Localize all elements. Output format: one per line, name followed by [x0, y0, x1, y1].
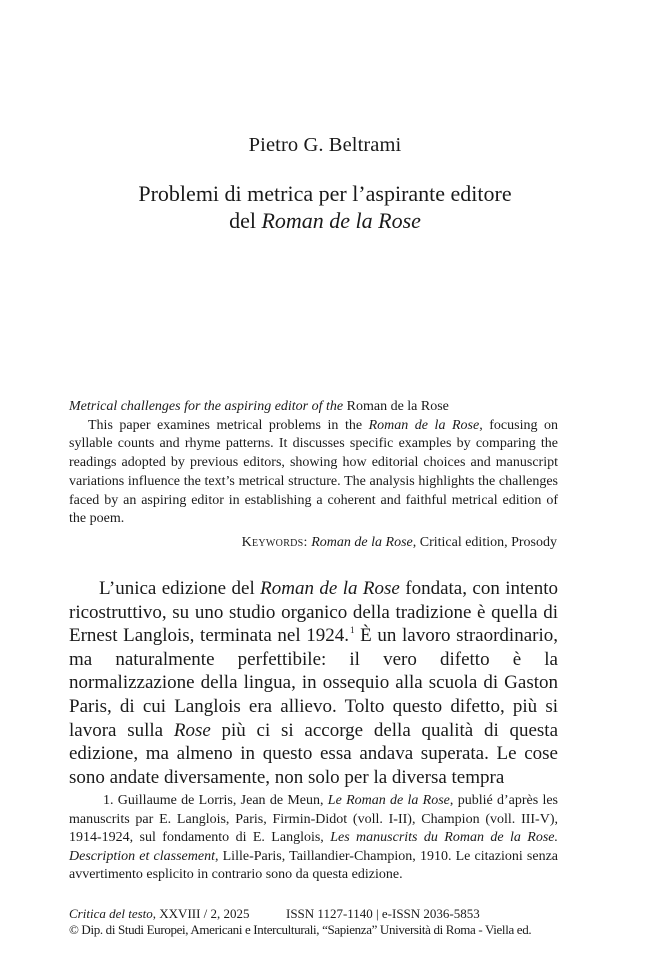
author-name: Pietro G. Beltrami — [248, 134, 402, 156]
footnote-text-3: , Lille-Paris, Taillandier-Champion, 1910. Le citazioni senza avvertimento esplicito in contrario sono da questa edizione. — [69, 848, 558, 883]
footnote-italic-2: Les manuscrits du Roman de la Rose. Description et classement — [69, 830, 558, 864]
body-text-2: fondata, con intento ricostruttivo, su uno studio organico della tradizione è quella di Ernest Langlois, terminata nel 1924. — [69, 578, 558, 647]
keyword-italic: Roman de la Rose — [311, 534, 413, 550]
body-text-1: L’unica edizione del — [99, 578, 261, 599]
abstract-body — [69, 417, 558, 529]
footnote-text-2: , publié d’après les manuscrits par E. Langlois, Paris, Firmin-Didot (voll. I-II), Champion (voll. III-V), 1914-1924, sul fondamento di E. Langlois, — [69, 793, 559, 846]
footer-issn: ISSN 1127-1140 | e-ISSN 2036-5853 — [286, 906, 480, 921]
body-italic-1: Roman de la Rose — [260, 578, 400, 599]
title-work-name: Roman de la Rose — [261, 208, 421, 233]
body-italic-2: Rose — [173, 719, 211, 741]
body-text-3: È un lavoro straordinario, ma naturalmente perfettibile: il vero difetto è la normalizzazione della lingua, in ossequio alla scuola di Gaston Paris, di cui Langlois era allievo. Tolto questo difetto, più si lavora sulla — [69, 625, 558, 741]
keywords-line — [69, 534, 558, 553]
journal-volume: , XXVIII / 2, 2025 — [152, 906, 250, 921]
footnote — [69, 792, 558, 885]
title-line-2-prefix: del — [229, 208, 262, 233]
footnote-reference[interactable]: 1 — [350, 625, 355, 636]
article-title — [0, 180, 650, 234]
title-line-2 — [0, 207, 650, 234]
keywords-rest: , Critical edition, Prosody — [412, 534, 557, 550]
body-text-4: più ci si accorge della qualità di questa edizione, ma almeno in questo essa andava superata. Le cose sono andate diversamente, non solo per la diversa tempra — [69, 719, 559, 788]
abstract-text-1: This paper examines metrical problems in the — [88, 417, 369, 433]
abstract-text-italic: Roman de la Rose — [368, 417, 480, 433]
footnote-text-1: 1. Guillaume de Lorris, Jean de Meun, — [103, 793, 328, 808]
footer-copyright: © Dip. di Studi Europei, Americani e Interculturali, “Sapienza” Università di Roma - Viella ed. — [69, 922, 532, 937]
journal-name: Critica del testo — [69, 906, 153, 921]
title-line-1: Problemi di metrica per l’aspirante editore — [138, 181, 512, 206]
keywords-label: Keywords: — [241, 534, 308, 550]
abstract-heading-roman: Roman de la Rose — [343, 399, 449, 414]
footnote-italic-1: Le Roman de la Rose — [327, 793, 450, 808]
abstract — [69, 398, 558, 553]
abstract-heading-italic: Metrical challenges for the aspiring editor of the — [69, 399, 344, 414]
body-paragraph — [69, 577, 558, 789]
abstract-heading — [69, 398, 558, 417]
page-footer — [69, 906, 569, 938]
abstract-text-2: , focusing on syllable counts and rhyme patterns. It discusses specific examples by comparing the readings adopted by previous editors, showing how editorial choices and manuscript variations influence the text’s metrical structure. The analysis highlights the challenges faced by an aspiring editor in establishing a coherent and faithful metrical edition of the poem. — [69, 417, 558, 527]
